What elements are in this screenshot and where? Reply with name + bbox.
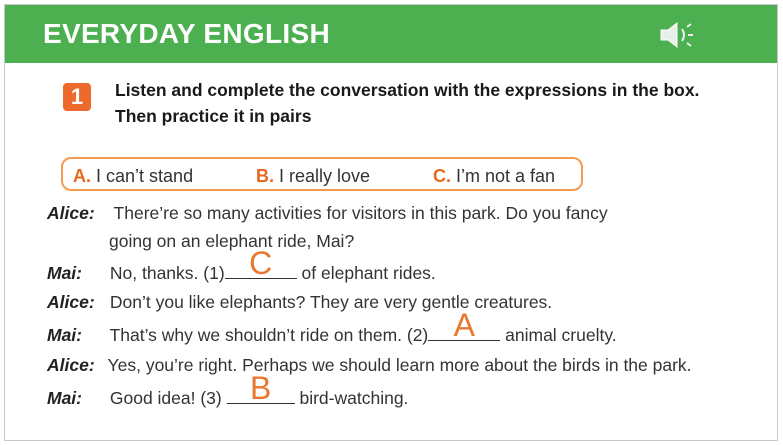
dialogue-line-6: [47, 370, 409, 409]
dialogue-line-3: [47, 292, 552, 313]
option-text: I’m not a fan: [456, 166, 556, 186]
option-text: I really love: [279, 166, 371, 186]
speaker-name: Mai:: [47, 325, 82, 345]
speaker-name: Mai:: [47, 388, 82, 408]
option-text: I can’t stand: [96, 166, 194, 186]
speaker-icon[interactable]: [657, 19, 697, 51]
answer-blank-2[interactable]: [428, 307, 500, 343]
dialogue-line-1-cont: [109, 231, 354, 252]
answer-blank-1[interactable]: [225, 245, 297, 281]
dialogue-text: No, thanks. (1): [109, 263, 225, 283]
section-header: [5, 5, 777, 63]
dialogue-line-5: [47, 355, 692, 376]
speaker-name: Alice:: [47, 355, 95, 375]
section-title: EVERYDAY ENGLISH: [43, 18, 330, 49]
exercise-card: [4, 4, 778, 441]
option-letter: B.: [256, 166, 274, 186]
dialogue-line-2: [47, 245, 436, 284]
answer-blank-3[interactable]: [227, 370, 295, 406]
expression-box: [61, 157, 583, 191]
option-letter: C.: [433, 166, 451, 186]
dialogue-text: That’s why we shouldn’t ride on them. (2): [109, 325, 429, 345]
exercise-instruction: Listen and complete the conversation with the expressions in the box. Then practice it in pairs: [115, 80, 700, 126]
dialogue-text: There’re so many activities for visitors in this park. Do you fancy: [113, 203, 608, 223]
dialogue-text: Don’t you like elephants? They are very gentle creatures.: [109, 292, 553, 312]
answer-2: A: [453, 307, 475, 343]
speaker-name: Alice:: [47, 292, 95, 312]
dialogue-line-1: [47, 203, 608, 224]
answer-3: B: [249, 370, 272, 406]
option-a: [73, 166, 193, 187]
dialogue-text: animal cruelty.: [505, 325, 617, 345]
dialogue-text: Yes, you’re right. Perhaps we should learn more about the birds in the park.: [107, 355, 692, 375]
dialogue-text: of elephant rides.: [301, 263, 436, 283]
dialogue-text: bird-watching.: [299, 388, 409, 408]
option-b: [256, 166, 370, 187]
dialogue-line-4: [47, 307, 617, 346]
option-letter: A.: [73, 166, 91, 186]
option-c: [433, 166, 555, 187]
dialogue-text: going on an elephant ride, Mai?: [109, 231, 355, 251]
speaker-name: Mai:: [47, 263, 82, 283]
exercise-number-badge: 1: [63, 83, 91, 111]
answer-1: C: [249, 245, 273, 281]
dialogue-text: Good idea! (3): [109, 388, 227, 408]
speaker-name: Alice:: [47, 203, 95, 223]
